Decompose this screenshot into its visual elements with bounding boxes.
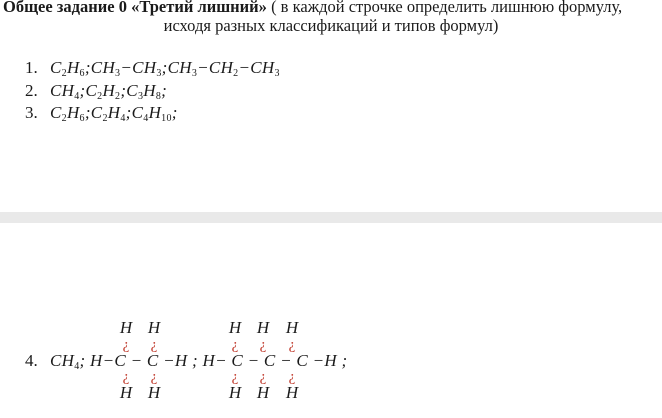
hydrogen-atom: H [119, 383, 133, 402]
bond-glyph: ¿ [122, 337, 130, 353]
bond-glyph: ¿ [288, 369, 296, 385]
hydrogen-atom: H [256, 318, 270, 337]
hydrogen-atom: H [119, 318, 133, 337]
formula: $CH_4$; H−C − C −H ; H− C − C − C −H ; [50, 351, 348, 372]
formula: $C_2H_6;CH_3-CH_3;CH_3-CH_2-CH_3$ [50, 58, 280, 79]
task-heading-bold: Общее задание 0 «Третий лишний» [3, 0, 267, 16]
bond-glyph: ¿ [150, 337, 158, 353]
hydrogen-atom: H [228, 383, 242, 402]
hydrogen-atom: H [285, 318, 299, 337]
formula: $CH_4;C_2H_2;C_3H_8$; [50, 81, 168, 102]
task-heading-line2: исходя разных классификаций и типов формул) [163, 16, 499, 35]
bond-glyph: ¿ [259, 337, 267, 353]
hydrogen-atom: H [228, 318, 242, 337]
hydrogen-atom: H [285, 383, 299, 402]
formula: $C_2H_6;C_2H_4;C_4H_{10}$; [50, 103, 178, 124]
task-heading-rest: ( в каждой строчке определить лишнюю формулу, [266, 0, 623, 16]
item-number: 4. [25, 351, 38, 370]
bond-glyph: ¿ [231, 337, 239, 353]
hydrogen-atom: H [256, 383, 270, 402]
bond-glyph: ¿ [231, 369, 239, 385]
bond-glyph: ¿ [122, 369, 130, 385]
bond-glyph: ¿ [288, 337, 296, 353]
item-number: 1. [25, 58, 38, 77]
item-number: 3. [25, 103, 38, 122]
hydrogen-atom: H [147, 383, 161, 402]
item-number: 2. [25, 81, 38, 100]
bond-glyph: ¿ [259, 369, 267, 385]
hydrogen-atom: H [147, 318, 161, 337]
bond-glyph: ¿ [150, 369, 158, 385]
